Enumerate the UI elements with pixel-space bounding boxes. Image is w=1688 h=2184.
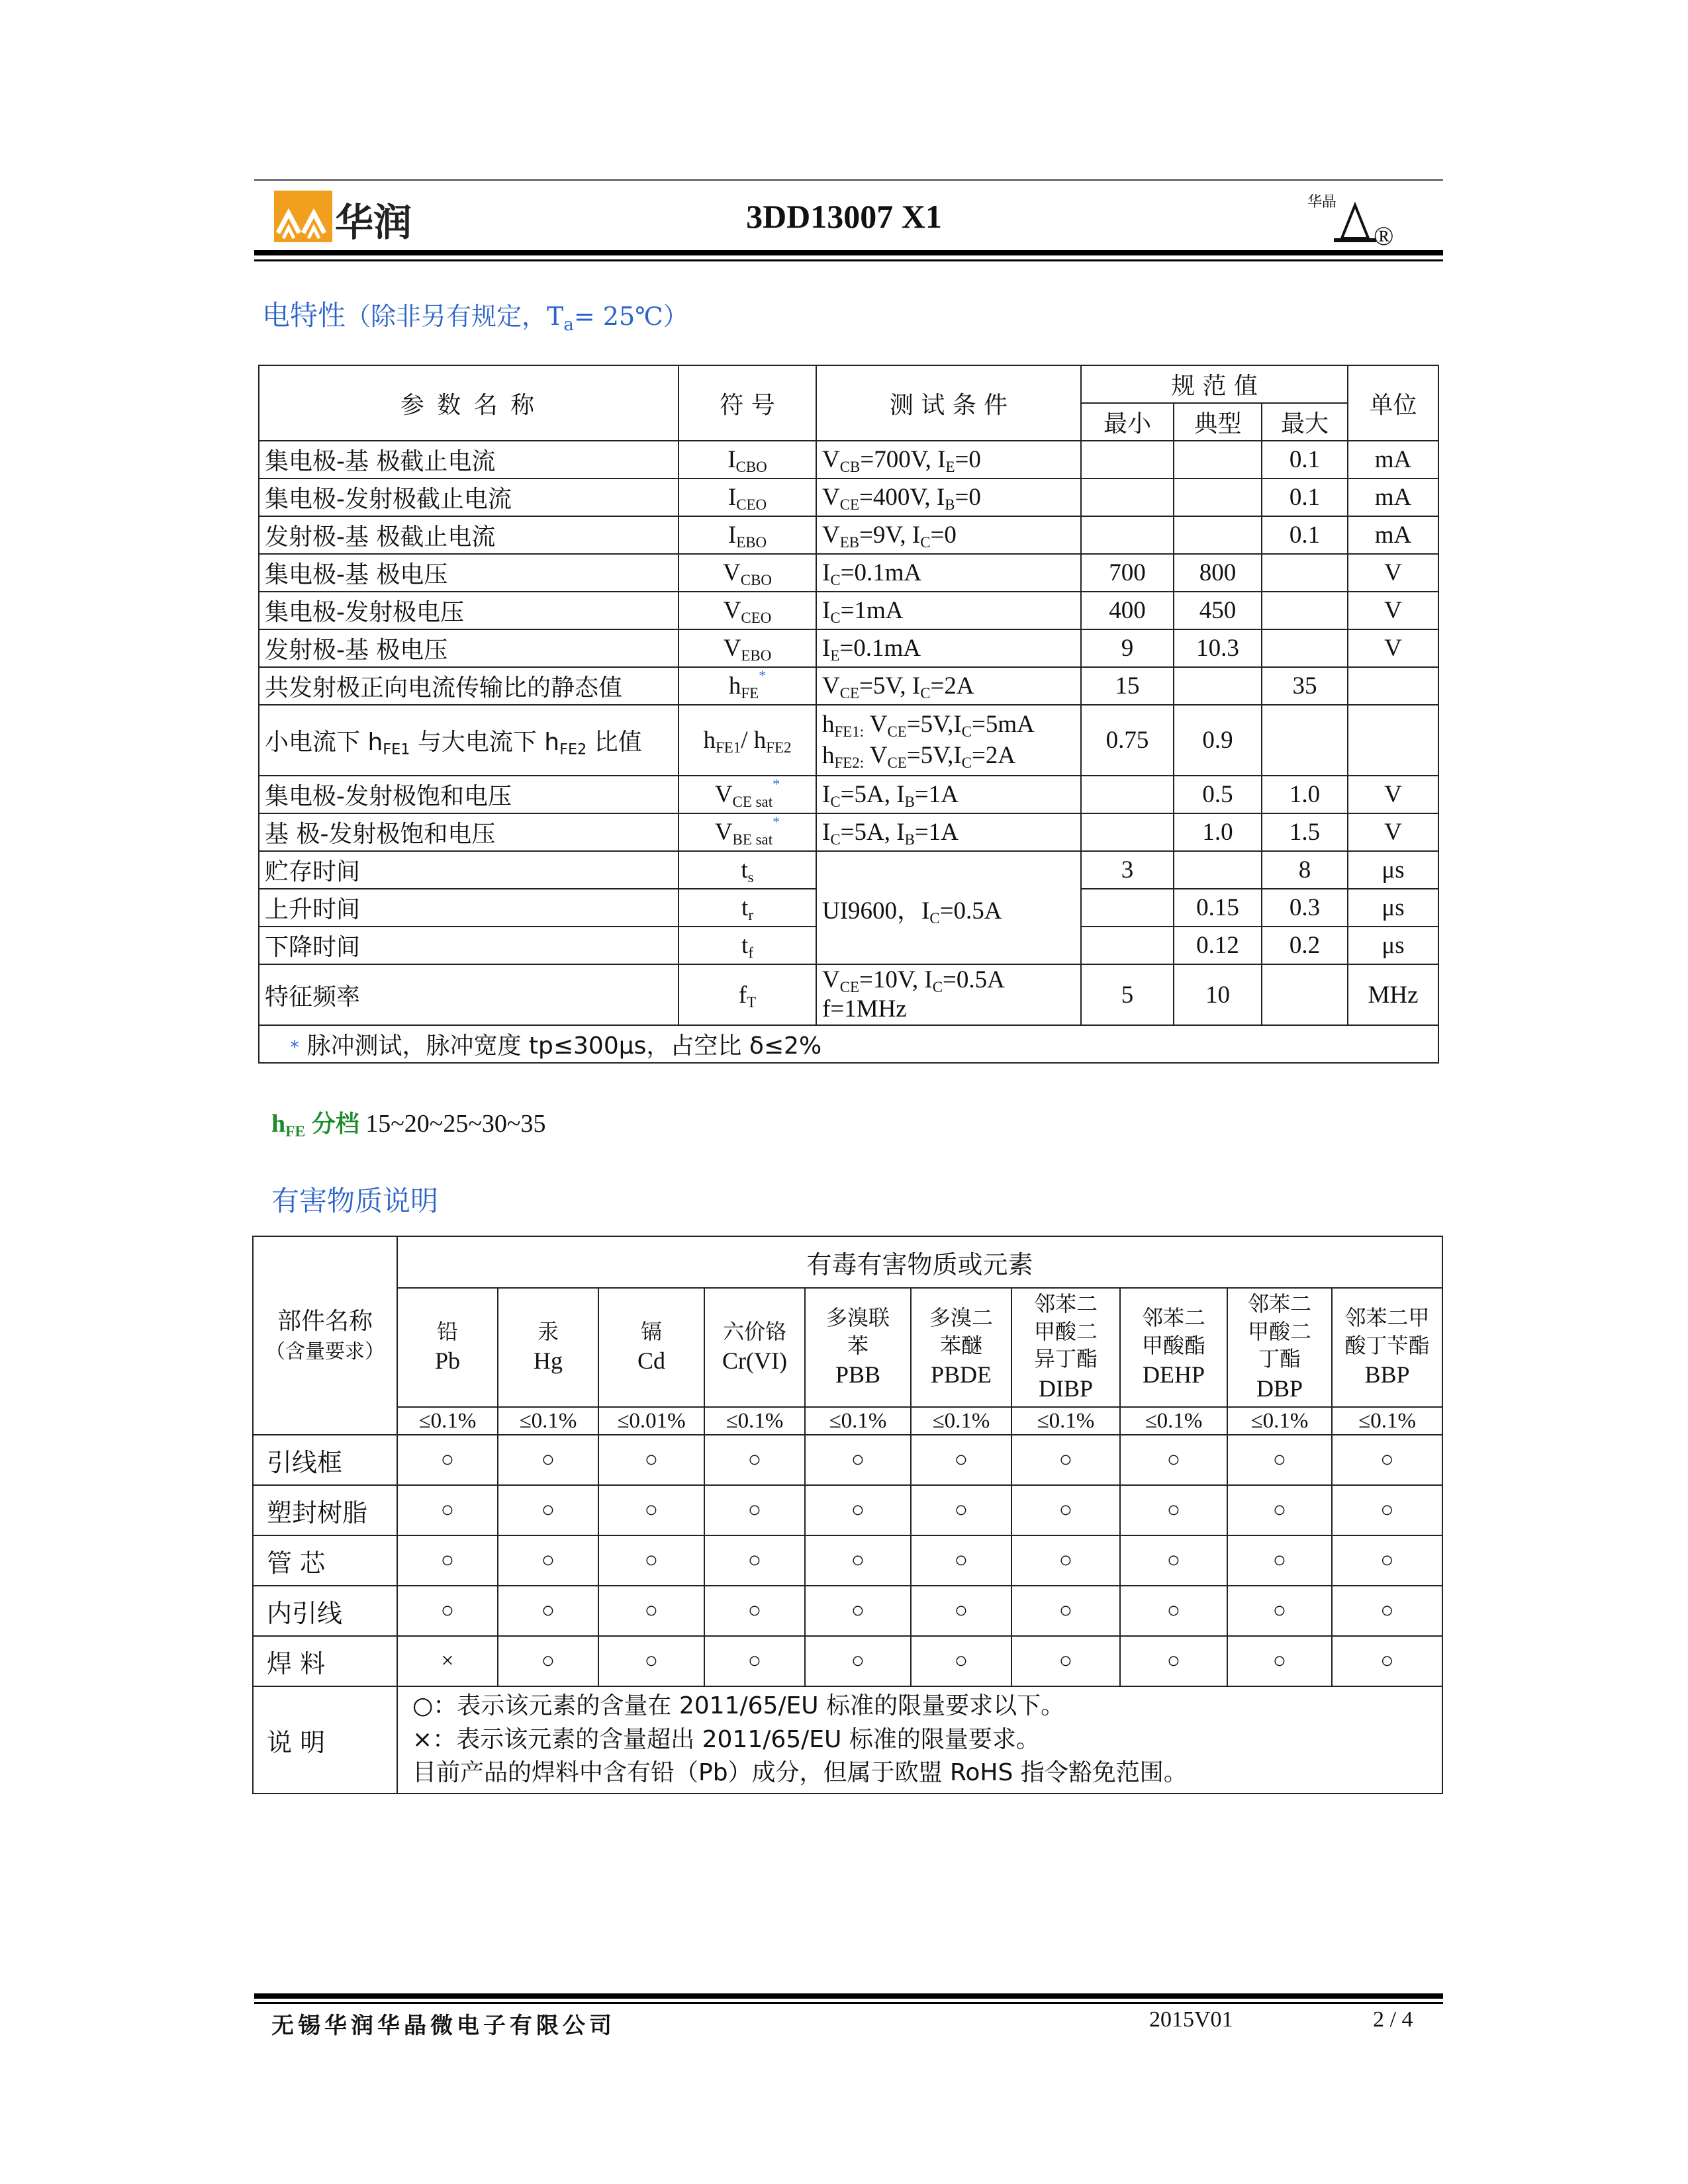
substance-limit: ≤0.1% xyxy=(1011,1407,1120,1435)
param-cell: 集电极-发射极饱和电压 xyxy=(259,776,679,813)
compliance-mark: ○ xyxy=(805,1636,911,1686)
test-cell: $I_C=5A$, $I_B=1A$ xyxy=(816,776,1081,813)
unit-cell xyxy=(1348,705,1438,776)
compliance-mark: ○ xyxy=(397,1485,498,1535)
compliance-mark: ○ xyxy=(911,1535,1011,1586)
table-row xyxy=(253,1485,1442,1535)
header-rule-top xyxy=(254,179,1443,181)
hfe-bins xyxy=(271,1105,545,1139)
min-cell xyxy=(1081,776,1174,813)
compliance-mark: ○ xyxy=(1011,1535,1120,1586)
min-cell xyxy=(1081,441,1174,478)
compliance-mark: ○ xyxy=(704,1485,805,1535)
max-cell: 0.1 xyxy=(1262,516,1348,554)
substance-cn: 多溴二苯醚 xyxy=(929,1305,993,1358)
unit-cell: μs xyxy=(1348,927,1438,964)
substance-limit: ≤0.01% xyxy=(598,1407,704,1435)
min-cell xyxy=(1081,889,1174,927)
compliance-mark: ○ xyxy=(1120,1535,1227,1586)
header-param: 参 数 名 称 xyxy=(259,365,679,441)
substance-limit: ≤0.1% xyxy=(498,1407,598,1435)
table-row xyxy=(259,667,1438,705)
substance-cn: 多溴联苯 xyxy=(825,1305,890,1358)
substance-symbol: Hg xyxy=(534,1347,563,1375)
compliance-mark: ○ xyxy=(1332,1636,1442,1686)
note-line: ○：表示该元素的含量在 2011/65/EU 标准的限量要求以下。 xyxy=(412,1692,1065,1720)
compliance-mark: ○ xyxy=(704,1586,805,1636)
test-cell: $V_{CE}=10V$, $I_C=0.5A$ f=1MHz xyxy=(816,964,1081,1025)
max-cell: 0.1 xyxy=(1262,441,1348,478)
compliance-mark: ○ xyxy=(498,1485,598,1535)
condition-prefix: （除非另有规定，T xyxy=(346,302,564,331)
table-row xyxy=(253,1636,1442,1686)
param-cell: 集电极-发射极电压 xyxy=(259,592,679,629)
group-header: 有毒有害物质或元素 xyxy=(397,1236,1442,1288)
compliance-mark: ○ xyxy=(1011,1485,1120,1535)
typ-cell xyxy=(1174,516,1262,554)
substance-header xyxy=(397,1288,498,1407)
param-cell: 基 极-发射极饱和电压 xyxy=(259,813,679,851)
unit-cell: mA xyxy=(1348,478,1438,516)
unit-cell: V xyxy=(1348,629,1438,667)
max-cell: 35 xyxy=(1262,667,1348,705)
part-sub-header: （含量要求） xyxy=(265,1340,385,1364)
hazardous-section-title: 有害物质说明 xyxy=(271,1185,439,1217)
compliance-mark: ○ xyxy=(397,1535,498,1586)
table-row xyxy=(259,554,1438,592)
min-cell: 15 xyxy=(1081,667,1174,705)
footnote-asterisk: * xyxy=(290,1036,299,1058)
compliance-mark: ○ xyxy=(1332,1586,1442,1636)
typ-cell xyxy=(1174,851,1262,889)
substance-limit: ≤0.1% xyxy=(1120,1407,1227,1435)
part-name: 引线框 xyxy=(253,1435,397,1485)
header-min: 最小 xyxy=(1081,403,1174,441)
compliance-mark: ○ xyxy=(1227,1485,1332,1535)
substance-symbol: DIBP xyxy=(1038,1375,1094,1402)
max-cell: 1.5 xyxy=(1262,813,1348,851)
note-line: 目前产品的焊料中含有铅（Pb）成分，但属于欧盟 RoHS 指令豁免范围。 xyxy=(412,1759,1188,1787)
compliance-mark: ○ xyxy=(1120,1636,1227,1686)
unit-cell: mA xyxy=(1348,441,1438,478)
header-unit: 单位 xyxy=(1348,365,1438,441)
compliance-mark: ○ xyxy=(1011,1435,1120,1485)
substance-cn: 六价铬 xyxy=(722,1318,786,1344)
test-cell: UI9600，$I_C=0.5A$ xyxy=(816,851,1081,964)
unit-cell: V xyxy=(1348,813,1438,851)
substance-limit: ≤0.1% xyxy=(911,1407,1011,1435)
table-row xyxy=(259,776,1438,813)
min-cell: 0.75 xyxy=(1081,705,1174,776)
test-cell: $V_{EB}=9V$, $I_C=0$ xyxy=(816,516,1081,554)
compliance-mark: ○ xyxy=(1120,1435,1227,1485)
substance-cn: 邻苯二甲酸二异丁酯 xyxy=(1033,1291,1098,1372)
part-header-cell xyxy=(253,1236,397,1435)
symbol-cell: $t_s$ xyxy=(679,851,816,889)
param-cell: 发射极-基 极截止电流 xyxy=(259,516,679,554)
compliance-mark: ○ xyxy=(1227,1535,1332,1586)
symbol-cell: $h_{FE}^*$ xyxy=(679,667,816,705)
footer-page-number: 2 / 4 xyxy=(1373,2007,1413,2032)
symbol-cell: $V_{BE sat}^*$ xyxy=(679,813,816,851)
param-cell: 特征频率 xyxy=(259,964,679,1025)
max-cell xyxy=(1262,592,1348,629)
header-range: 规 范 值 xyxy=(1081,365,1348,403)
max-cell xyxy=(1262,629,1348,667)
min-cell xyxy=(1081,927,1174,964)
typ-cell: 0.12 xyxy=(1174,927,1262,964)
compliance-mark: ○ xyxy=(1011,1586,1120,1636)
electrical-section-title: 电特性 xyxy=(262,299,346,332)
hazardous-substances-table xyxy=(252,1236,1443,1794)
compliance-mark: ○ xyxy=(498,1586,598,1636)
unit-cell: V xyxy=(1348,554,1438,592)
page-title: 3DD13007 X1 xyxy=(746,198,942,235)
min-cell xyxy=(1081,516,1174,554)
param-cell: 发射极-基 极电压 xyxy=(259,629,679,667)
compliance-mark: ○ xyxy=(1332,1435,1442,1485)
substance-cn: 邻苯二甲酸酯 xyxy=(1141,1305,1205,1358)
typ-cell: 450 xyxy=(1174,592,1262,629)
symbol-cell: $I_{EBO}$ xyxy=(679,516,816,554)
compliance-mark: ○ xyxy=(704,1535,805,1586)
footnote-text: 脉冲测试，脉冲宽度 tp≤300μs，占空比 δ≤2% xyxy=(306,1032,822,1060)
footnote-cell xyxy=(259,1025,1438,1063)
table-row xyxy=(259,964,1438,1025)
substance-header xyxy=(805,1288,911,1407)
substance-symbol: PBDE xyxy=(930,1361,992,1388)
compliance-mark: ○ xyxy=(1227,1435,1332,1485)
max-cell xyxy=(1262,705,1348,776)
max-cell: 0.3 xyxy=(1262,889,1348,927)
min-cell: 5 xyxy=(1081,964,1174,1025)
substance-limit: ≤0.1% xyxy=(704,1407,805,1435)
substance-limit: ≤0.1% xyxy=(805,1407,911,1435)
condition-suffix: = 25℃） xyxy=(573,302,688,331)
substance-symbol: BBP xyxy=(1364,1361,1410,1388)
substance-symbol: DEHP xyxy=(1142,1361,1205,1388)
test-cell: $I_E=0.1mA$ xyxy=(816,629,1081,667)
table-row xyxy=(253,1586,1442,1636)
symbol-cell: $V_{CE sat}^*$ xyxy=(679,776,816,813)
substance-limit: ≤0.1% xyxy=(397,1407,498,1435)
part-name: 塑封树脂 xyxy=(253,1485,397,1535)
substance-cn: 汞 xyxy=(537,1318,559,1344)
compliance-mark: ○ xyxy=(598,1485,704,1535)
compliance-mark: ○ xyxy=(911,1485,1011,1535)
max-cell: 0.2 xyxy=(1262,927,1348,964)
symbol-cell: $I_{CBO}$ xyxy=(679,441,816,478)
header-symbol: 符 号 xyxy=(679,365,816,441)
max-cell xyxy=(1262,554,1348,592)
symbol-cell: $h_{FE1}/$ $h_{FE2}$ xyxy=(679,705,816,776)
compliance-mark: ○ xyxy=(805,1435,911,1485)
substance-limit: ≤0.1% xyxy=(1227,1407,1332,1435)
hfe-symbol: $h_{FE}$ xyxy=(271,1110,306,1141)
test-cell: $h_{FE1:}$ $V_{CE}=5V,I_C=5mA$ $h_{FE2:}$ $V_{CE}=5V,I_C=2A$ xyxy=(816,705,1081,776)
compliance-mark: ○ xyxy=(598,1535,704,1586)
unit-cell: μs xyxy=(1348,889,1438,927)
part-header: 部件名称 xyxy=(277,1307,373,1335)
substance-cn: 镉 xyxy=(640,1318,662,1344)
notes-label: 说 明 xyxy=(253,1686,397,1794)
compliance-mark: ○ xyxy=(1120,1485,1227,1535)
max-cell: 0.1 xyxy=(1262,478,1348,516)
min-cell: 9 xyxy=(1081,629,1174,667)
substance-header xyxy=(1120,1288,1227,1407)
footer-rule-thin xyxy=(254,2002,1443,2004)
substance-header xyxy=(598,1288,704,1407)
substance-symbol: Pb xyxy=(434,1347,461,1375)
param-cell: 集电极-发射极截止电流 xyxy=(259,478,679,516)
compliance-mark: ○ xyxy=(498,1636,598,1686)
compliance-mark: ○ xyxy=(598,1636,704,1686)
compliance-mark: ○ xyxy=(1120,1586,1227,1636)
min-cell xyxy=(1081,813,1174,851)
svg-text:华润: 华润 xyxy=(335,200,412,245)
substance-header-row xyxy=(253,1288,1442,1407)
test-cell: $I_C=0.1mA$ xyxy=(816,554,1081,592)
compliance-mark: ○ xyxy=(805,1586,911,1636)
param-cell: 下降时间 xyxy=(259,927,679,964)
footer-company: 无锡华润华晶微电子有限公司 xyxy=(271,2013,616,2039)
param-cell: 小电流下 $h_{FE1}$ 与大电流下 $h_{FE2}$ 比值 xyxy=(259,705,679,776)
compliance-mark: ○ xyxy=(1332,1535,1442,1586)
typ-cell: 0.15 xyxy=(1174,889,1262,927)
compliance-mark: ○ xyxy=(598,1586,704,1636)
unit-cell: V xyxy=(1348,776,1438,813)
compliance-mark: ○ xyxy=(704,1435,805,1485)
compliance-mark: ○ xyxy=(805,1535,911,1586)
substance-header xyxy=(1227,1288,1332,1407)
symbol-cell: $t_f$ xyxy=(679,927,816,964)
substance-symbol: Cr(VI) xyxy=(722,1347,787,1375)
compliance-mark: ○ xyxy=(1332,1485,1442,1535)
electrical-section-heading xyxy=(262,294,688,334)
typ-cell: 1.0 xyxy=(1174,813,1262,851)
param-cell: 集电极-基 极电压 xyxy=(259,554,679,592)
substance-header xyxy=(498,1288,598,1407)
unit-cell xyxy=(1348,667,1438,705)
note-line: ×：表示该元素的含量超出 2011/65/EU 标准的限量要求。 xyxy=(412,1725,1040,1753)
unit-cell: MHz xyxy=(1348,964,1438,1025)
substance-cn: 邻苯二甲酸二丁酯 xyxy=(1247,1291,1311,1372)
header-test: 测 试 条 件 xyxy=(816,365,1081,441)
table-row xyxy=(259,851,1438,889)
param-cell: 贮存时间 xyxy=(259,851,679,889)
compliance-mark: ○ xyxy=(911,1586,1011,1636)
footer-rule-thick xyxy=(254,1993,1443,1999)
test-cell: $V_{CE}=400V$, $I_B=0$ xyxy=(816,478,1081,516)
symbol-cell: $V_{EBO}$ xyxy=(679,629,816,667)
header-typ: 典型 xyxy=(1174,403,1262,441)
param-cell: 共发射极正向电流传输比的静态值 xyxy=(259,667,679,705)
max-cell: 8 xyxy=(1262,851,1348,889)
min-cell: 700 xyxy=(1081,554,1174,592)
substance-header xyxy=(911,1288,1011,1407)
compliance-mark: × xyxy=(397,1636,498,1686)
table-row xyxy=(253,1535,1442,1586)
header-rule-thin xyxy=(254,259,1443,261)
compliance-mark: ○ xyxy=(397,1586,498,1636)
trademark-logo xyxy=(1307,187,1407,250)
compliance-mark: ○ xyxy=(1227,1636,1332,1686)
substance-cn: 铅 xyxy=(436,1318,458,1344)
min-cell: 400 xyxy=(1081,592,1174,629)
footer-version: 2015V01 xyxy=(1149,2007,1233,2032)
substance-cn: 邻苯二甲酸丁苄酯 xyxy=(1344,1305,1430,1358)
footnote-row xyxy=(259,1025,1438,1063)
notes-row xyxy=(253,1686,1442,1794)
typ-cell xyxy=(1174,478,1262,516)
hfe-bins-values: 15~20~25~30~35 xyxy=(365,1110,546,1138)
condition-sub: a xyxy=(563,314,574,335)
max-cell xyxy=(1262,964,1348,1025)
substance-header xyxy=(1332,1288,1442,1407)
param-cell: 集电极-基 极截止电流 xyxy=(259,441,679,478)
hfe-bins-label: 分档 xyxy=(311,1111,359,1138)
compliance-mark: ○ xyxy=(598,1435,704,1485)
compliance-mark: ○ xyxy=(911,1636,1011,1686)
table-row xyxy=(259,705,1438,776)
table-row xyxy=(259,629,1438,667)
table-row xyxy=(259,441,1438,478)
substance-symbol: DBP xyxy=(1256,1375,1303,1402)
typ-cell xyxy=(1174,441,1262,478)
table-row xyxy=(259,813,1438,851)
electrical-characteristics-table xyxy=(258,365,1439,1064)
test-cell: $V_{CB}=700V$, $I_E=0$ xyxy=(816,441,1081,478)
typ-cell: 0.5 xyxy=(1174,776,1262,813)
part-name: 内引线 xyxy=(253,1586,397,1636)
compliance-mark: ○ xyxy=(397,1435,498,1485)
part-name: 焊 料 xyxy=(253,1636,397,1686)
notes-cell xyxy=(397,1686,1442,1794)
substance-symbol: Cd xyxy=(637,1347,665,1375)
compliance-mark: ○ xyxy=(1227,1586,1332,1636)
typ-cell: 800 xyxy=(1174,554,1262,592)
unit-cell: mA xyxy=(1348,516,1438,554)
parts-body xyxy=(253,1435,1442,1686)
header-max: 最大 xyxy=(1262,403,1348,441)
table-row xyxy=(259,592,1438,629)
compliance-mark: ○ xyxy=(805,1485,911,1535)
substance-header xyxy=(1011,1288,1120,1407)
typ-cell: 10.3 xyxy=(1174,629,1262,667)
unit-cell: V xyxy=(1348,592,1438,629)
compliance-mark: ○ xyxy=(498,1535,598,1586)
symbol-cell: $t_r$ xyxy=(679,889,816,927)
typ-cell: 10 xyxy=(1174,964,1262,1025)
min-cell xyxy=(1081,478,1174,516)
typ-cell: 0.9 xyxy=(1174,705,1262,776)
param-cell: 上升时间 xyxy=(259,889,679,927)
typ-cell xyxy=(1174,667,1262,705)
substance-limit: ≤0.1% xyxy=(1332,1407,1442,1435)
max-cell: 1.0 xyxy=(1262,776,1348,813)
table-row xyxy=(259,516,1438,554)
symbol-cell: $V_{CEO}$ xyxy=(679,592,816,629)
symbol-cell: $V_{CBO}$ xyxy=(679,554,816,592)
test-cell: $I_C=1mA$ xyxy=(816,592,1081,629)
symbol-cell: $f_T$ xyxy=(679,964,816,1025)
compliance-mark: ○ xyxy=(704,1636,805,1686)
compliance-mark: ○ xyxy=(911,1435,1011,1485)
svg-text:®: ® xyxy=(1374,221,1394,250)
test-cell: $I_C=5A$, $I_B=1A$ xyxy=(816,813,1081,851)
min-cell: 3 xyxy=(1081,851,1174,889)
substance-header xyxy=(704,1288,805,1407)
unit-cell: μs xyxy=(1348,851,1438,889)
test-cell: $V_{CE}=5V$, $I_C=2A$ xyxy=(816,667,1081,705)
svg-text:华晶: 华晶 xyxy=(1307,194,1337,210)
compliance-mark: ○ xyxy=(498,1435,598,1485)
header-rule-thick xyxy=(254,250,1443,255)
part-name: 管 芯 xyxy=(253,1535,397,1586)
table-row xyxy=(253,1435,1442,1485)
substance-symbol: PBB xyxy=(835,1361,881,1388)
limit-row xyxy=(253,1407,1442,1435)
compliance-mark: ○ xyxy=(1011,1636,1120,1686)
table-row xyxy=(259,478,1438,516)
symbol-cell: $I_{CEO}$ xyxy=(679,478,816,516)
